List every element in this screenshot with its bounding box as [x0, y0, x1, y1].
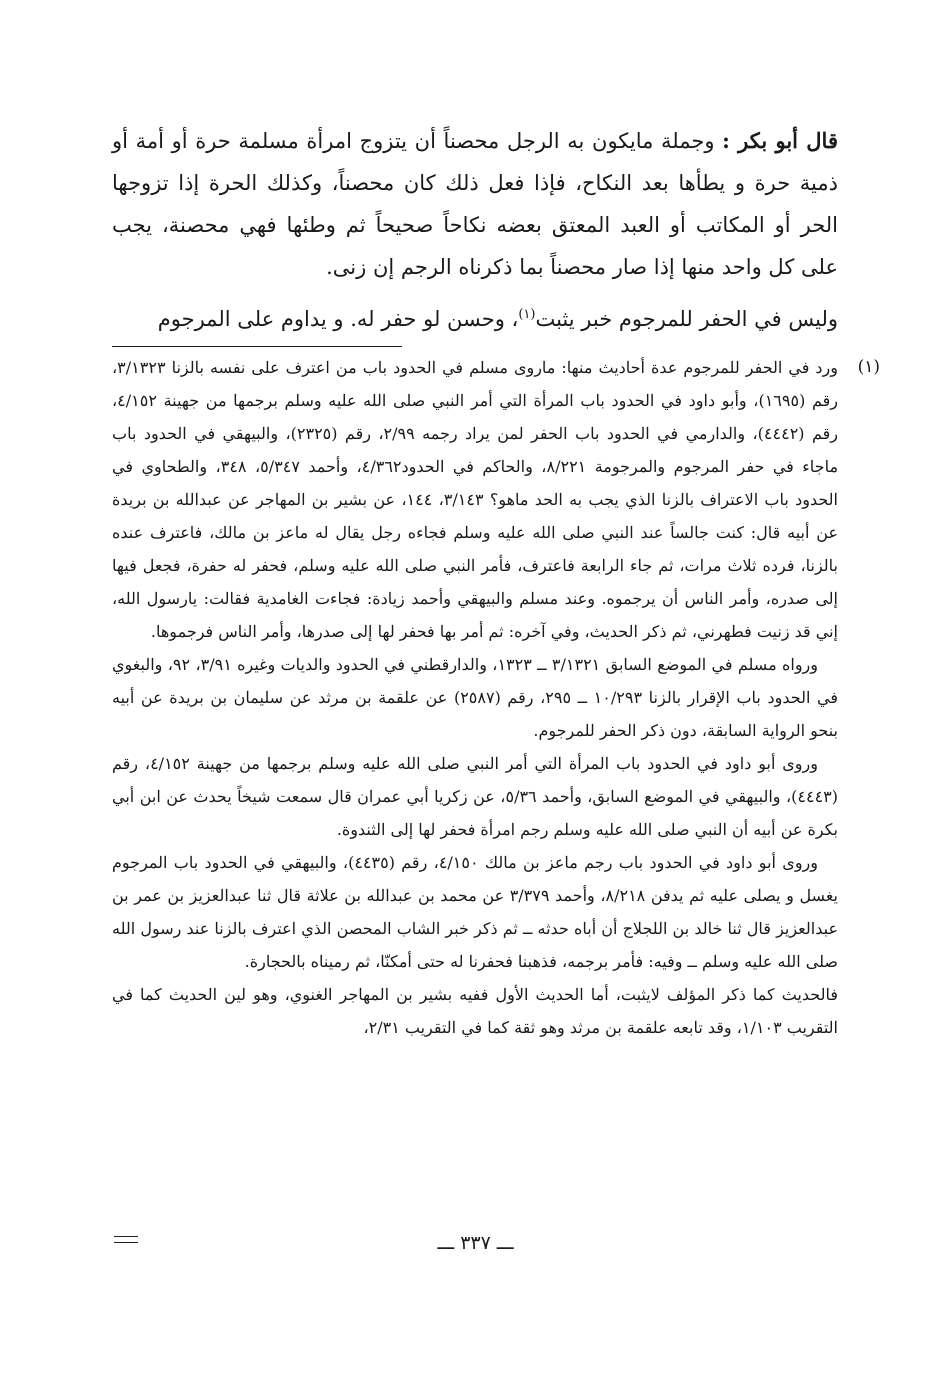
page-number: ـــ ٣٣٧ ـــ — [437, 1232, 514, 1254]
footnotes — [112, 351, 880, 1044]
footnote-paragraph: وروى أبو داود في الحدود باب المرأة التي أمر النبي صلى الله عليه وسلم برجمها من جهينة ٤/١٥٢، رقم (٤٤٤٣)، والبيهقي في الموضع السابق، وأحمد ٥/٣٦، عن زكريا أبي عمران قال سمعت شيخاً يحدث عن ابن أبي بكرة عن أبيه أن النبي صلى الله عليه وسلم رجم امرأة فحفر لها إلى الثندوة. — [112, 754, 839, 839]
paragraph-2 — [112, 294, 838, 340]
footnote-paragraph: ورواه مسلم في الموضع السابق ٣/١٣٢١ ــ ١٣٢٣، والدارقطني في الحدود والديات وغيره ٣/٩١، ٩٢، والبغوي في الحدود باب الإقرار بالزنا ١٠/٢٩٣ ــ ٢٩٥، رقم (٢٥٨٧) عن علقمة بن مرثد عن سليمان بن بريدة عن أبيه بنحو الرواية السابقة، دون ذكر الحفر للمرجوم. — [112, 655, 839, 740]
page-body — [112, 120, 880, 1044]
footnote-separator — [112, 346, 402, 347]
paragraph-2-before: وليس في الحفر للمرجوم خبر يثبت — [535, 307, 838, 331]
footnote-paragraph: ورد في الحفر للمرجوم عدة أحاديث منها: ماروى مسلم في الحدود باب من اعترف على نفسه بالزنا ٣/١٣٢٣، رقم (١٦٩٥)، وأبو داود في الحدود باب المرأة التي أمر النبي صلى الله عليه وسلم برجمها من جهينة ٤/١٥٢، رقم (٤٤٤٢)، والدارمي في الحدود باب الحفر لمن يراد رجمه ٢/٩٩، رقم (٢٣٢٥)، والبيهقي في الحدود باب ماجاء في حفر المرجوم والمرجومة ٨/٢٢١، والحاكم في الحدود٤/٣٦٢، وأحمد ٥/٣٤٧، ٣٤٨، والطحاوي في الحدود باب الاعتراف بالزنا الذي يجب به الحد ماهو؟ ٣/١٤٣، ١٤٤، عن بشير بن المهاجر عن عبدالله بن بريدة عن أبيه قال: كنت جالساً عند النبي صلى الله عليه وسلم فجاءه رجل يقال له ماعز بن مالك، فاعترف عنده بالزنا، فرده ثلاث مرات، ثم جاء الرابعة فاعترف، فأمر النبي صلى الله عليه وسلم، فحفر له حفرة، فجعل فيها إلى صدره، وأمر الناس أن يرجموه. وعند مسلم والبيهقي وأحمد زيادة: فجاءت الغامدية فقالت: يارسول الله، إني قد زنيت فطهرني، ثم ذكر الحديث، وفي آخره: ثم أمر بها فحفر لها إلى صدرها، وأمر الناس فرجموها. — [112, 358, 839, 641]
paragraph-lead: قال أبو بكر : — [722, 128, 838, 153]
footnote-reference: (١) — [518, 307, 536, 322]
paragraph-1 — [112, 120, 838, 288]
main-text — [112, 120, 838, 340]
footnote-paragraph: وروى أبو داود في الحدود باب رجم ماعز بن مالك ٤/١٥٠، رقم (٤٤٣٥)، والبيهقي في الحدود باب المرجوم يغسل و يصلى عليه ثم يدفن ٨/٢١٨، وأحمد ٣/٣٧٩ عن محمد بن عبدالله بن علاثة قال ثنا عبدالعزيز بن عمر بن عبدالعزيز قال ثنا خالد بن اللجلاج أن أباه حدثه ــ ثم ذكر خبر الشاب المحصن الذي اعترف بالزنا عند رسول الله صلى الله عليه وسلم ــ وفيه: فأمر برجمه، فذهبنا فحفرنا له حتى أمكنّا، ثم رميناه بالحجارة. — [112, 853, 838, 971]
paragraph-2-after: ، وحسن لو حفر له. و يداوم على المرجوم — [157, 307, 519, 331]
paragraph-1-text: وجملة مايكون به الرجل محصناً أن يتزوج امرأة مسلمة حرة أو أمة أو ذمية حرة و يطأها بعد النكاح، فإذا فعل ذلك كان محصناً، وكذلك الحرة إذا تزوجها الحر أو المكاتب أو العبد المعتق بعضه نكاحاً صحيحاً ثم وطئها فهي محصنة، يجب على كل واحد منها إذا صار محصناً بما ذكرناه الرجم إن زنى. — [112, 129, 838, 279]
footnote-paragraph: فالحديث كما ذكر المؤلف لايثبت، أما الحديث الأول ففيه بشير بن المهاجر الغنوي، وهو لين الحديث كما في التقريب ١/١٠٣، وقد تابعه علقمة بن مرثد وهو ثقة كما في التقريب ٢/٣١، — [112, 985, 838, 1037]
footnote-number: (١) — [857, 357, 880, 377]
